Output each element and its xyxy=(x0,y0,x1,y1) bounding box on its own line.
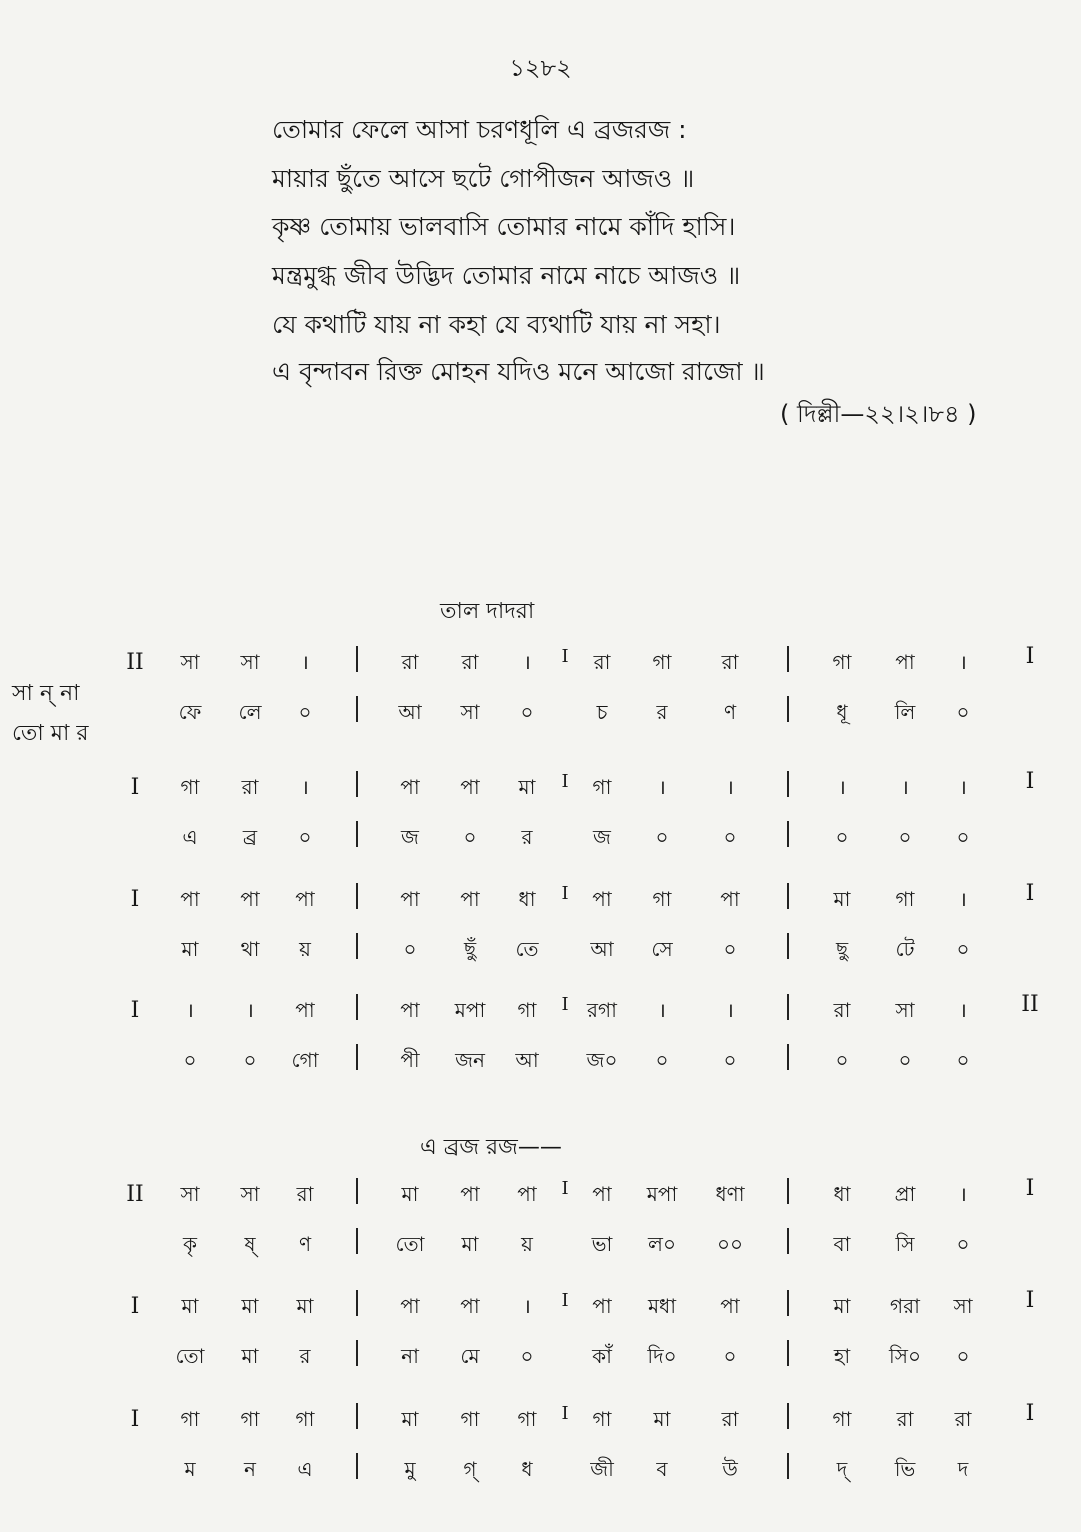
beat-divider xyxy=(356,1290,358,1316)
swara-note: পা xyxy=(460,775,480,799)
swara-note: পা xyxy=(460,887,480,911)
lyric-syllable: থা xyxy=(240,937,260,961)
swara-note: পা xyxy=(295,998,315,1022)
swara-note: পা xyxy=(400,887,420,911)
swara-note: পা xyxy=(592,887,612,911)
swara-note: রা xyxy=(896,1407,914,1431)
lyric-syllable: ০ xyxy=(655,1048,669,1072)
swara-note: । xyxy=(959,887,967,911)
side-note-swara: সা ন্ না xyxy=(12,681,80,706)
lyric-syllable: হা xyxy=(833,1344,851,1368)
lyric-syllable: লে xyxy=(238,700,262,724)
row-end-barline: I xyxy=(1025,1288,1035,1313)
lyric-line: মন্ত্রমুগ্ধ জীব উদ্ভিদ তোমার নামে নাচে আজও ॥ xyxy=(272,261,741,290)
lyric-syllable: ০ xyxy=(520,1344,534,1368)
lyric-line: তোমার ফেলে আসা চরণধূলি এ ব্রজরজ : xyxy=(272,115,687,144)
swara-note: মা xyxy=(401,1407,419,1431)
swara-note: পা xyxy=(517,1182,537,1206)
beat-divider xyxy=(787,1453,789,1479)
swara-note: মা xyxy=(401,1182,419,1206)
lyric-syllable: ফে xyxy=(178,700,202,724)
swara-note: মা xyxy=(833,1294,851,1318)
beat-divider xyxy=(787,883,789,909)
beat-divider xyxy=(787,1044,789,1070)
lyric-syllable: ছুঁ xyxy=(463,937,477,961)
side-note-words: তো মা র xyxy=(12,721,89,746)
row-start-barline: II xyxy=(126,650,144,675)
lyric-syllable: জ xyxy=(401,825,419,849)
lyric-syllable: ভি xyxy=(894,1457,916,1481)
swara-note: । xyxy=(959,998,967,1022)
lyric-syllable: গ্ xyxy=(463,1457,477,1481)
swara-note: । xyxy=(959,650,967,674)
swara-note: গা xyxy=(832,1407,852,1431)
lyric-syllable: আ xyxy=(515,1048,539,1072)
lyric-syllable: য় xyxy=(299,937,311,961)
beat-divider xyxy=(787,1340,789,1366)
lyric-syllable: মা xyxy=(181,937,199,961)
lyric-syllable: ০ xyxy=(956,1344,970,1368)
vibhag-marker: I xyxy=(561,771,569,792)
vibhag-marker: I xyxy=(561,994,569,1015)
lyric-syllable: কাঁ xyxy=(592,1344,612,1368)
row-end-barline: I xyxy=(1025,1401,1035,1426)
lyric-syllable: দ xyxy=(957,1457,969,1481)
lyric-line: এ বৃন্দাবন রিক্ত মোহন যদিও মনে আজো রাজো ॥ xyxy=(272,357,765,386)
row-start-barline: II xyxy=(126,1182,144,1207)
lyric-syllable: ভা xyxy=(591,1232,613,1256)
lyric-syllable: ০ xyxy=(723,825,737,849)
swara-note: ধণা xyxy=(715,1182,745,1206)
lyric-syllable: ০ xyxy=(520,700,534,724)
lyric-syllable: ০ xyxy=(463,825,477,849)
lyric-syllable: র xyxy=(299,1344,311,1368)
lyric-syllable: ০০ xyxy=(716,1232,744,1256)
swara-note: গা xyxy=(592,1407,612,1431)
swara-note: সা xyxy=(895,998,915,1022)
lyric-syllable: তো xyxy=(175,1344,205,1368)
lyric-syllable: সে xyxy=(651,937,673,961)
row-end-barline: I xyxy=(1025,769,1035,794)
lyric-syllable: দি০ xyxy=(647,1344,677,1368)
swara-note: সা xyxy=(240,1182,260,1206)
swara-note: পা xyxy=(592,1182,612,1206)
swara-note: পা xyxy=(720,887,740,911)
lyric-syllable: এ xyxy=(297,1457,313,1481)
lyric-syllable: ০ xyxy=(898,1048,912,1072)
beat-divider xyxy=(356,646,358,672)
lyric-syllable: ০ xyxy=(298,700,312,724)
swara-note: পা xyxy=(180,887,200,911)
beat-divider xyxy=(356,1044,358,1070)
swara-note: গা xyxy=(240,1407,260,1431)
beat-divider xyxy=(356,1340,358,1366)
lyric-syllable: জী xyxy=(590,1457,614,1481)
beat-divider xyxy=(787,1228,789,1254)
swara-note: গা xyxy=(517,998,537,1022)
row-start-barline: I xyxy=(130,1407,140,1432)
swara-note: । xyxy=(523,650,531,674)
swara-note: পা xyxy=(592,1294,612,1318)
lyric-syllable: লি xyxy=(894,700,916,724)
swara-note: গা xyxy=(180,1407,200,1431)
lyric-syllable: ব্র xyxy=(242,825,258,849)
swara-note: । xyxy=(246,998,254,1022)
beat-divider xyxy=(356,933,358,959)
lyric-syllable: ০ xyxy=(956,937,970,961)
swara-note: । xyxy=(186,998,194,1022)
beat-divider xyxy=(356,771,358,797)
lyric-syllable: ০ xyxy=(956,825,970,849)
lyric-syllable: ০ xyxy=(298,825,312,849)
swara-note: । xyxy=(658,775,666,799)
vibhag-marker: I xyxy=(561,1403,569,1424)
swara-note: । xyxy=(301,650,309,674)
beat-divider xyxy=(787,933,789,959)
swara-note: । xyxy=(959,1182,967,1206)
swara-note: । xyxy=(523,1294,531,1318)
swara-note: রা xyxy=(401,650,419,674)
lyric-syllable: সি xyxy=(895,1232,915,1256)
row-end-barline: I xyxy=(1025,1176,1035,1201)
beat-divider xyxy=(356,1228,358,1254)
lyric-syllable: ০ xyxy=(183,1048,197,1072)
swara-note: পা xyxy=(400,775,420,799)
lyric-syllable: টে xyxy=(895,937,915,961)
lyric-syllable: র xyxy=(656,700,668,724)
lyric-syllable: ০ xyxy=(403,937,417,961)
lyric-syllable: ০ xyxy=(723,1048,737,1072)
lyric-line: যে কথাটি যায় না কহা যে ব্যথাটি যায় না সহা। xyxy=(272,310,721,339)
lyric-syllable: ০ xyxy=(723,937,737,961)
swara-note: পা xyxy=(295,887,315,911)
lyric-line: কৃষ্ণ তোমায় ভালবাসি তোমার নামে কাঁদি হাসি। xyxy=(272,212,736,241)
swara-note: মপা xyxy=(646,1182,678,1206)
beat-divider xyxy=(787,646,789,672)
lyric-syllable: ০ xyxy=(243,1048,257,1072)
lyric-syllable: ধ xyxy=(521,1457,533,1481)
lyric-syllable: ০ xyxy=(723,1344,737,1368)
swara-note: সা xyxy=(180,650,200,674)
lyric-syllable: মু xyxy=(404,1457,416,1481)
lyric-syllable: মা xyxy=(241,1344,259,1368)
swara-note: গা xyxy=(592,775,612,799)
swara-note: মা xyxy=(181,1294,199,1318)
swara-note: । xyxy=(901,775,909,799)
swara-note: । xyxy=(959,775,967,799)
lyric-syllable: ০ xyxy=(835,825,849,849)
lyric-syllable: না xyxy=(401,1344,419,1368)
swara-note: গা xyxy=(832,650,852,674)
beat-divider xyxy=(787,1403,789,1429)
swara-note: পা xyxy=(895,650,915,674)
lyric-syllable: সি০ xyxy=(889,1344,921,1368)
lyric-syllable: কৃ xyxy=(183,1232,197,1256)
lyric-syllable: তো xyxy=(395,1232,425,1256)
swara-note: সা xyxy=(240,650,260,674)
lyric-syllable: ণ xyxy=(298,1232,312,1256)
beat-divider xyxy=(356,1178,358,1204)
vibhag-marker: I xyxy=(561,1178,569,1199)
swara-note: পা xyxy=(720,1294,740,1318)
swara-note: রা xyxy=(296,1182,314,1206)
lyric-syllable: র xyxy=(521,825,533,849)
swara-note: । xyxy=(658,998,666,1022)
swara-note: মা xyxy=(833,887,851,911)
lyric-syllable: ০ xyxy=(956,1048,970,1072)
swara-note: পা xyxy=(400,1294,420,1318)
swara-note: গা xyxy=(295,1407,315,1431)
lyric-syllable: পী xyxy=(400,1048,420,1072)
swara-note: পা xyxy=(400,998,420,1022)
vibhag-marker: I xyxy=(561,646,569,667)
lyric-syllable: তে xyxy=(515,937,539,961)
beat-divider xyxy=(356,1453,358,1479)
swara-note: প্রা xyxy=(894,1182,916,1206)
lyric-syllable: ন xyxy=(244,1457,256,1481)
swara-note: গা xyxy=(460,1407,480,1431)
place-date: ( দিল্লী—২২।২।৮৪ ) xyxy=(780,400,977,428)
swara-note: রা xyxy=(954,1407,972,1431)
lyric-syllable: জ xyxy=(593,825,611,849)
section-heading: এ ব্রজ রজ—— xyxy=(420,1135,562,1160)
swara-note: মা xyxy=(518,775,536,799)
swara-note: গা xyxy=(895,887,915,911)
swara-note: । xyxy=(726,775,734,799)
row-start-barline: I xyxy=(130,775,140,800)
swara-note: মা xyxy=(241,1294,259,1318)
lyric-syllable: সা xyxy=(460,700,480,724)
lyric-syllable: ০ xyxy=(655,825,669,849)
row-end-barline: I xyxy=(1025,644,1035,669)
lyric-syllable: জ০ xyxy=(586,1048,618,1072)
lyric-syllable: ছু xyxy=(835,937,849,961)
swara-note: গা xyxy=(517,1407,537,1431)
swara-note: মা xyxy=(653,1407,671,1431)
lyric-syllable: বা xyxy=(833,1232,851,1256)
swara-note: পা xyxy=(460,1182,480,1206)
swara-note: রা xyxy=(721,1407,739,1431)
swara-note: গা xyxy=(652,887,672,911)
tala-heading: তাল দাদরা xyxy=(440,599,535,624)
swara-note: । xyxy=(301,775,309,799)
swara-note: পা xyxy=(460,1294,480,1318)
beat-divider xyxy=(356,696,358,722)
lyric-syllable: জন xyxy=(455,1048,485,1072)
beat-divider xyxy=(356,994,358,1020)
swara-note: গা xyxy=(180,775,200,799)
swara-note: গরা xyxy=(890,1294,920,1318)
beat-divider xyxy=(356,1403,358,1429)
lyric-syllable: ব xyxy=(656,1457,668,1481)
lyric-syllable: দ্ xyxy=(836,1457,848,1481)
lyric-syllable: ধূ xyxy=(836,700,848,724)
swara-note: মা xyxy=(296,1294,314,1318)
beat-divider xyxy=(787,696,789,722)
swara-note: মপা xyxy=(454,998,486,1022)
beat-divider xyxy=(787,1178,789,1204)
lyric-syllable: ষ্ xyxy=(244,1232,256,1256)
swara-note: ধা xyxy=(833,1182,851,1206)
lyric-syllable: আ xyxy=(590,937,614,961)
beat-divider xyxy=(787,821,789,847)
swara-note: মধা xyxy=(647,1294,677,1318)
vibhag-marker: I xyxy=(561,1290,569,1311)
lyric-syllable: মে xyxy=(460,1344,480,1368)
beat-divider xyxy=(787,994,789,1020)
lyric-syllable: ল০ xyxy=(648,1232,676,1256)
swara-note: রা xyxy=(721,650,739,674)
lyric-syllable: গো xyxy=(291,1048,319,1072)
lyric-syllable: চ xyxy=(596,700,608,724)
lyric-syllable: ০ xyxy=(835,1048,849,1072)
lyric-syllable: য় xyxy=(521,1232,533,1256)
lyric-syllable: ০ xyxy=(956,700,970,724)
lyric-syllable: উ xyxy=(722,1457,738,1481)
lyric-syllable: ০ xyxy=(956,1232,970,1256)
row-end-barline: II xyxy=(1021,992,1039,1017)
row-start-barline: I xyxy=(130,998,140,1023)
swara-note: ধা xyxy=(518,887,536,911)
row-start-barline: I xyxy=(130,1294,140,1319)
vibhag-marker: I xyxy=(561,883,569,904)
swara-note: সা xyxy=(180,1182,200,1206)
lyric-syllable: ম xyxy=(184,1457,196,1481)
lyric-syllable: আ xyxy=(398,700,422,724)
swara-note: পা xyxy=(240,887,260,911)
lyric-syllable: ০ xyxy=(898,825,912,849)
swara-note: রা xyxy=(241,775,259,799)
lyric-syllable: ণ xyxy=(723,700,737,724)
row-start-barline: I xyxy=(130,887,140,912)
swara-note: রা xyxy=(461,650,479,674)
beat-divider xyxy=(356,821,358,847)
swara-note: । xyxy=(838,775,846,799)
beat-divider xyxy=(787,771,789,797)
swara-note: সা xyxy=(953,1294,973,1318)
beat-divider xyxy=(787,1290,789,1316)
row-end-barline: I xyxy=(1025,881,1035,906)
swara-note: গা xyxy=(652,650,672,674)
lyric-line: মায়ার ছুঁতে আসে ছটে গোপীজন আজও ॥ xyxy=(272,164,695,193)
lyric-syllable: মা xyxy=(461,1232,479,1256)
swara-note: রগা xyxy=(587,998,617,1022)
beat-divider xyxy=(356,883,358,909)
swara-note: রা xyxy=(593,650,611,674)
page-number: ১২৮২ xyxy=(509,54,572,82)
lyric-syllable: এ xyxy=(182,825,198,849)
swara-note: । xyxy=(726,998,734,1022)
swara-note: রা xyxy=(833,998,851,1022)
